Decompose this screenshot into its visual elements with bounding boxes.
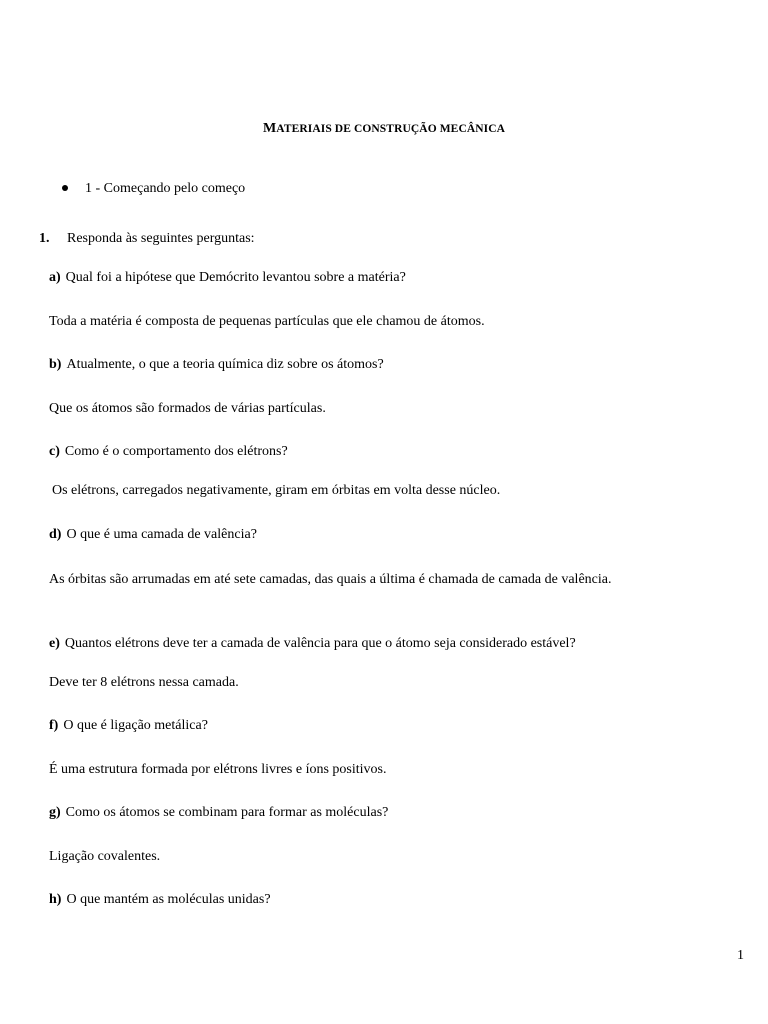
question-e — [49, 636, 576, 652]
answer-a: Toda a matéria é composta de pequenas partículas que ele chamou de átomos. — [49, 314, 485, 329]
main-question — [39, 231, 255, 247]
title-rest: ATERIAIS DE CONSTRUÇÃO MECÂNICA — [276, 123, 506, 135]
answer-e: Deve ter 8 elétrons nessa camada. — [49, 675, 239, 690]
question-f — [49, 718, 208, 734]
question-label: f) — [49, 718, 59, 733]
question-b — [49, 357, 384, 373]
answer-f: É uma estrutura formada por elétrons livres e íons positivos. — [49, 762, 387, 777]
question-text: Como é o comportamento dos elétrons? — [64, 444, 288, 459]
question-g — [49, 805, 388, 821]
question-text: Qual foi a hipótese que Demócrito levantou sobre a matéria? — [65, 270, 406, 285]
main-question-text: Responda às seguintes perguntas: — [67, 231, 255, 246]
answer-g: Ligação covalentes. — [49, 849, 161, 864]
question-h — [49, 892, 271, 908]
bullet-dot-icon — [62, 185, 68, 191]
question-a — [49, 270, 406, 286]
question-label: g) — [49, 805, 61, 820]
page-title — [0, 121, 768, 137]
question-text: Como os átomos se combinam para formar as moléculas? — [65, 805, 389, 820]
answer-b: Que os átomos são formados de várias partículas. — [49, 401, 326, 416]
question-label: d) — [49, 527, 62, 542]
question-text: O que mantém as moléculas unidas? — [66, 892, 271, 907]
question-text: Atualmente, o que a teoria química diz sobre os átomos? — [66, 357, 384, 372]
title-initial: M — [262, 121, 277, 136]
question-d — [49, 527, 257, 543]
question-label: b) — [49, 357, 62, 372]
page-number: 1 — [737, 948, 744, 963]
question-label: e) — [49, 636, 60, 651]
question-label: h) — [49, 892, 62, 907]
main-question-number: 1. — [39, 231, 50, 246]
section-bullet — [62, 181, 245, 197]
question-c — [49, 444, 288, 460]
question-text: O que é uma camada de valência? — [66, 527, 257, 542]
answer-c: Os elétrons, carregados negativamente, giram em órbitas em volta desse núcleo. — [52, 483, 501, 498]
question-label: a) — [49, 270, 61, 285]
question-text: Quantos elétrons deve ter a camada de valência para que o átomo seja considerado estável? — [64, 636, 576, 651]
section-heading: 1 - Começando pelo começo — [85, 181, 246, 196]
question-text: O que é ligação metálica? — [63, 718, 208, 733]
answer-d: As órbitas são arrumadas em até sete camadas, das quais a última é chamada de camada de valência. — [49, 572, 612, 587]
question-label: c) — [49, 444, 60, 459]
